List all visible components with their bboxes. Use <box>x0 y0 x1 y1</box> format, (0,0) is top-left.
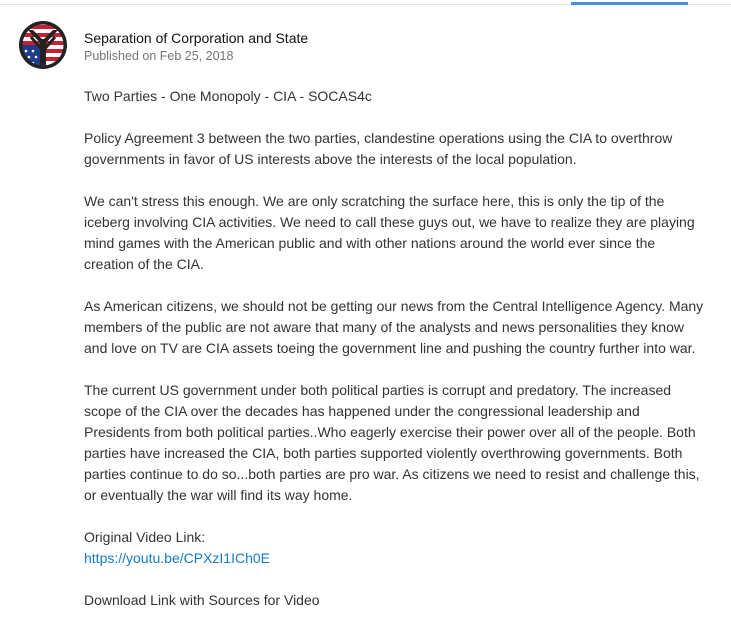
description-paragraph: Policy Agreement 3 between the two parties, clandestine operations using the CIA to overthrow governments in favor of US interests above the interests of the local population. <box>84 130 673 167</box>
download-link-line: Download Link with Sources for Video <box>84 592 320 608</box>
channel-info <box>84 30 308 64</box>
description-paragraph: We can't stress this enough. We are only scratching the surface here, this is only the tip of the iceberg involving CIA activities. We need to call these guys out, we have to realize they are playing mind games with the American public and with other nations around the world ever since the creation of the CIA. <box>84 193 695 272</box>
description-title: Two Parties - One Monopoly - CIA - SOCAS4c <box>84 88 372 104</box>
original-video-section <box>84 527 704 569</box>
description-paragraph: As American citizens, we should not be getting our news from the Central Intelligence Agency. Many members of the public are not aware that many of the analysts and news personalities they know and love on TV are CIA assets toeing the government line and pushing the country further into war. <box>84 298 704 356</box>
original-video-link[interactable]: https://youtu.be/CPXzI1ICh0E <box>84 550 270 566</box>
original-video-label: Original Video Link: <box>84 529 206 545</box>
socas-logo-icon <box>19 21 67 69</box>
publish-date: Published on Feb 25, 2018 <box>84 49 234 63</box>
channel-avatar[interactable] <box>19 21 67 69</box>
video-description <box>84 86 704 632</box>
description-paragraph: The current US government under both political parties is corrupt and predatory. The increased scope of the CIA over the decades has happened under the congressional leadership and Presidents from both political parties..Who eagerly exercise their power over all of the people. Both parties have increased the CIA, both parties supported violently overthrowing governments. Both parties continue to do so...both parties are pro war. As citizens we need to resist and challenge this, or eventually the war will find its way home. <box>84 382 700 503</box>
active-tab-indicator[interactable] <box>571 2 688 5</box>
channel-name[interactable]: Separation of Corporation and State <box>84 30 309 46</box>
